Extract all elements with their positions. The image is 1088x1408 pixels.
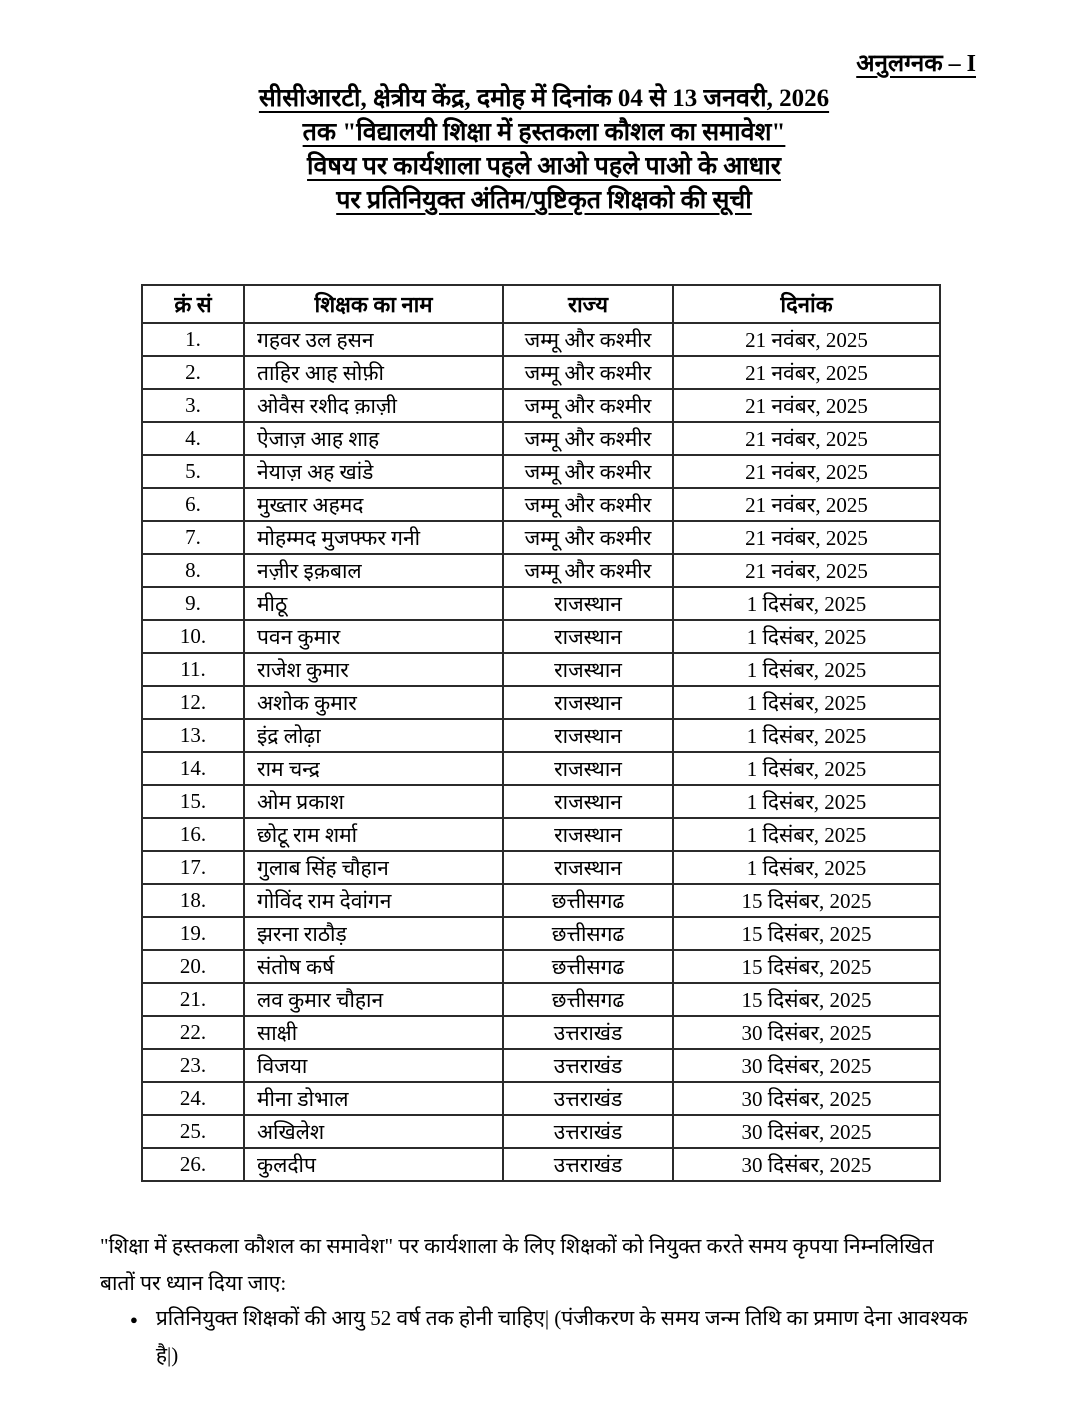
serial-cell: 15.	[142, 785, 244, 818]
state-cell: राजस्थान	[503, 818, 673, 851]
name-cell: संतोष कर्ष	[244, 950, 503, 983]
date-cell: 1 दिसंबर, 2025	[673, 752, 940, 785]
date-cell: 21 नवंबर, 2025	[673, 323, 940, 356]
state-cell: जम्मू और कश्मीर	[503, 422, 673, 455]
table-row	[142, 983, 940, 1016]
state-cell: राजस्थान	[503, 851, 673, 884]
date-cell: 1 दिसंबर, 2025	[673, 851, 940, 884]
date-cell: 1 दिसंबर, 2025	[673, 719, 940, 752]
serial-cell: 2.	[142, 356, 244, 389]
name-cell: लव कुमार चौहान	[244, 983, 503, 1016]
state-cell: उत्तराखंड	[503, 1049, 673, 1082]
name-cell: मीना डोभाल	[244, 1082, 503, 1115]
table-row	[142, 719, 940, 752]
serial-cell: 21.	[142, 983, 244, 1016]
name-cell: मुख्तार अहमद	[244, 488, 503, 521]
serial-cell: 20.	[142, 950, 244, 983]
teacher-roster-table	[141, 284, 941, 1182]
name-cell: नज़ीर इक़बाल	[244, 554, 503, 587]
state-cell: उत्तराखंड	[503, 1148, 673, 1181]
name-cell: इंद्र लोढ़ा	[244, 719, 503, 752]
table-row	[142, 389, 940, 422]
table-row	[142, 752, 940, 785]
footer-bullet-item	[130, 1300, 990, 1374]
column-header-serial: क्रं सं	[142, 285, 244, 323]
serial-cell: 7.	[142, 521, 244, 554]
table-row	[142, 488, 940, 521]
state-cell: जम्मू और कश्मीर	[503, 389, 673, 422]
title-line-4: पर प्रतिनियुक्त अंतिम/पुष्टिकृत शिक्षको की सूची	[336, 187, 752, 214]
serial-cell: 26.	[142, 1148, 244, 1181]
state-cell: जम्मू और कश्मीर	[503, 455, 673, 488]
title-line-1: सीसीआरटी, क्षेत्रीय केंद्र, दमोह में दिनांक 04 से 13 जनवरी, 2026	[258, 85, 830, 112]
serial-cell: 12.	[142, 686, 244, 719]
document-title	[0, 82, 1088, 218]
table-row	[142, 686, 940, 719]
state-cell: उत्तराखंड	[503, 1016, 673, 1049]
name-cell: ओम प्रकाश	[244, 785, 503, 818]
date-cell: 30 दिसंबर, 2025	[673, 1115, 940, 1148]
serial-cell: 16.	[142, 818, 244, 851]
table-row	[142, 620, 940, 653]
table-row	[142, 356, 940, 389]
table-row	[142, 455, 940, 488]
table-row	[142, 1148, 940, 1181]
name-cell: नेयाज़ अह खांडे	[244, 455, 503, 488]
footer-paragraph-line-2: बातों पर ध्यान दिया जाए:	[100, 1271, 287, 1295]
serial-cell: 25.	[142, 1115, 244, 1148]
table-row	[142, 323, 940, 356]
table-row	[142, 587, 940, 620]
column-header-date: दिनांक	[673, 285, 940, 323]
serial-cell: 3.	[142, 389, 244, 422]
footer-bullet-text	[156, 1300, 968, 1374]
state-cell: छत्तीसगढ	[503, 917, 673, 950]
footer-paragraph	[100, 1228, 980, 1302]
name-cell: अशोक कुमार	[244, 686, 503, 719]
date-cell: 15 दिसंबर, 2025	[673, 983, 940, 1016]
date-cell: 1 दिसंबर, 2025	[673, 587, 940, 620]
date-cell: 15 दिसंबर, 2025	[673, 917, 940, 950]
serial-cell: 11.	[142, 653, 244, 686]
date-cell: 21 नवंबर, 2025	[673, 455, 940, 488]
state-cell: उत्तराखंड	[503, 1115, 673, 1148]
date-cell: 1 दिसंबर, 2025	[673, 686, 940, 719]
date-cell: 30 दिसंबर, 2025	[673, 1049, 940, 1082]
serial-cell: 23.	[142, 1049, 244, 1082]
state-cell: छत्तीसगढ	[503, 950, 673, 983]
state-cell: छत्तीसगढ	[503, 983, 673, 1016]
title-line-3: विषय पर कार्यशाला पहले आओ पहले पाओ के आधार	[307, 153, 781, 180]
annexure-label: अनुलग्नक – I	[856, 51, 976, 77]
date-cell: 15 दिसंबर, 2025	[673, 884, 940, 917]
table-row	[142, 818, 940, 851]
serial-cell: 8.	[142, 554, 244, 587]
date-cell: 1 दिसंबर, 2025	[673, 653, 940, 686]
serial-cell: 10.	[142, 620, 244, 653]
serial-cell: 13.	[142, 719, 244, 752]
date-cell: 1 दिसंबर, 2025	[673, 620, 940, 653]
footer-paragraph-line-1: "शिक्षा में हस्तकला कौशल का समावेश" पर कार्यशाला के लिए शिक्षकों को नियुक्त करते समय कृपया निम्नलिखित	[100, 1234, 934, 1258]
date-cell: 21 नवंबर, 2025	[673, 521, 940, 554]
name-cell: ओवैस रशीद क़ाज़ी	[244, 389, 503, 422]
state-cell: उत्तराखंड	[503, 1082, 673, 1115]
table-row	[142, 884, 940, 917]
serial-cell: 24.	[142, 1082, 244, 1115]
column-header-state: राज्य	[503, 285, 673, 323]
state-cell: जम्मू और कश्मीर	[503, 521, 673, 554]
name-cell: साक्षी	[244, 1016, 503, 1049]
table-row	[142, 521, 940, 554]
column-header-name: शिक्षक का नाम	[244, 285, 503, 323]
name-cell: गुलाब सिंह चौहान	[244, 851, 503, 884]
name-cell: गहवर उल हसन	[244, 323, 503, 356]
name-cell: राम चन्द्र	[244, 752, 503, 785]
serial-cell: 22.	[142, 1016, 244, 1049]
table-row	[142, 554, 940, 587]
serial-cell: 19.	[142, 917, 244, 950]
name-cell: विजया	[244, 1049, 503, 1082]
date-cell: 21 नवंबर, 2025	[673, 554, 940, 587]
date-cell: 1 दिसंबर, 2025	[673, 818, 940, 851]
title-line-2: तक "विद्यालयी शिक्षा में हस्तकला कौशल का समावेश"	[302, 119, 786, 146]
serial-cell: 4.	[142, 422, 244, 455]
state-cell: जम्मू और कश्मीर	[503, 356, 673, 389]
state-cell: राजस्थान	[503, 752, 673, 785]
table-row	[142, 1016, 940, 1049]
name-cell: अखिलेश	[244, 1115, 503, 1148]
name-cell: मीठू	[244, 587, 503, 620]
table-header-row	[142, 285, 940, 323]
date-cell: 21 नवंबर, 2025	[673, 488, 940, 521]
name-cell: राजेश कुमार	[244, 653, 503, 686]
date-cell: 1 दिसंबर, 2025	[673, 785, 940, 818]
name-cell: छोटू राम शर्मा	[244, 818, 503, 851]
state-cell: राजस्थान	[503, 653, 673, 686]
date-cell: 30 दिसंबर, 2025	[673, 1016, 940, 1049]
name-cell: ताहिर आह सोफ़ी	[244, 356, 503, 389]
state-cell: राजस्थान	[503, 620, 673, 653]
name-cell: कुलदीप	[244, 1148, 503, 1181]
serial-cell: 1.	[142, 323, 244, 356]
table-row	[142, 1082, 940, 1115]
date-cell: 30 दिसंबर, 2025	[673, 1148, 940, 1181]
table-row	[142, 1049, 940, 1082]
date-cell: 15 दिसंबर, 2025	[673, 950, 940, 983]
date-cell: 21 नवंबर, 2025	[673, 356, 940, 389]
footer-bullet-line-1: प्रतिनियुक्त शिक्षकों की आयु 52 वर्ष तक होनी चाहिए| (पंजीकरण के समय जन्म तिथि का प्रमाण देना आवश्यक	[155, 1306, 968, 1330]
serial-cell: 17.	[142, 851, 244, 884]
serial-cell: 5.	[142, 455, 244, 488]
bullet-icon: ●	[130, 1312, 138, 1327]
name-cell: पवन कुमार	[244, 620, 503, 653]
table-row	[142, 950, 940, 983]
state-cell: छत्तीसगढ	[503, 884, 673, 917]
name-cell: गोविंद राम देवांगन	[244, 884, 503, 917]
serial-cell: 6.	[142, 488, 244, 521]
state-cell: जम्मू और कश्मीर	[503, 488, 673, 521]
table-body	[142, 323, 940, 1181]
serial-cell: 18.	[142, 884, 244, 917]
state-cell: राजस्थान	[503, 719, 673, 752]
table-row	[142, 1115, 940, 1148]
name-cell: ऐजाज़ आह शाह	[244, 422, 503, 455]
state-cell: राजस्थान	[503, 587, 673, 620]
table-row	[142, 917, 940, 950]
state-cell: राजस्थान	[503, 686, 673, 719]
date-cell: 21 नवंबर, 2025	[673, 422, 940, 455]
date-cell: 21 नवंबर, 2025	[673, 389, 940, 422]
name-cell: झरना राठौड़	[244, 917, 503, 950]
state-cell: जम्मू और कश्मीर	[503, 323, 673, 356]
serial-cell: 9.	[142, 587, 244, 620]
state-cell: जम्मू और कश्मीर	[503, 554, 673, 587]
table-row	[142, 422, 940, 455]
table-row	[142, 785, 940, 818]
table-row	[142, 851, 940, 884]
name-cell: मोहम्मद मुजफ्फर गनी	[244, 521, 503, 554]
state-cell: राजस्थान	[503, 785, 673, 818]
table-row	[142, 653, 940, 686]
date-cell: 30 दिसंबर, 2025	[673, 1082, 940, 1115]
footer-bullet-line-2: है|)	[155, 1343, 179, 1367]
serial-cell: 14.	[142, 752, 244, 785]
